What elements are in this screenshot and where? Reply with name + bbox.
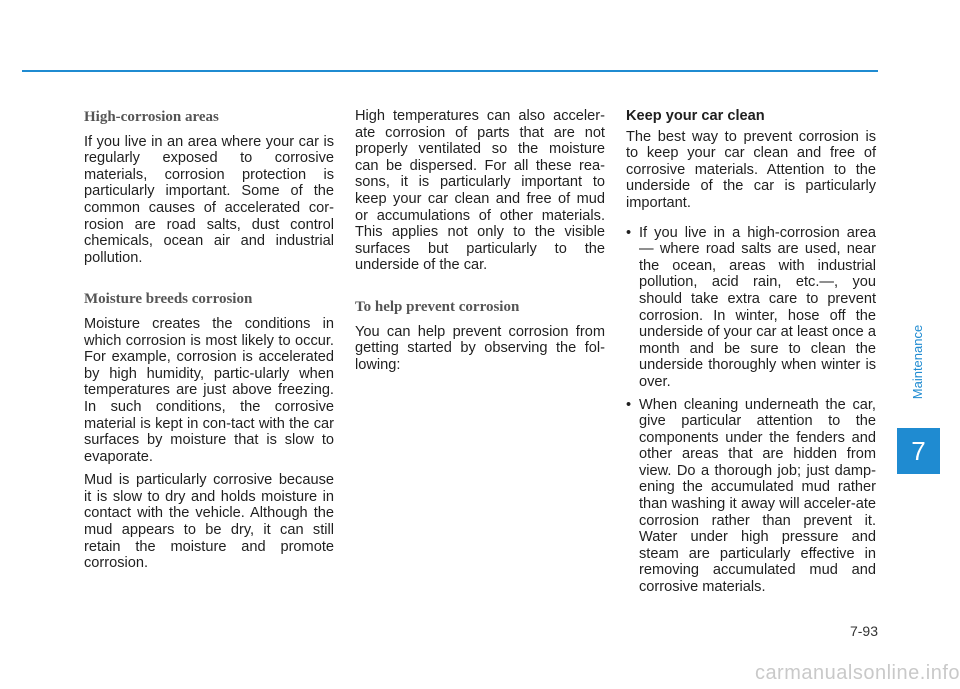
keep-clean-intro: The best way to prevent corrosion is to keep your car clean and free of corrosive materials. Attention to the underside of the car is particularly important. [626,128,876,211]
continued-paragraph: High temperatures can also acceler-ate corrosion of parts that are not properly ventilated so the moisture can be dispersed. For all these rea-sons, it is particularly important to keep your car clean and free of mud or accumulations of other materials. This applies not only to the visible surfaces but particularly to the underside of the car. [355,108,605,274]
high-corrosion-paragraph: If you live in an area where your car is regularly exposed to corrosive materials, corrosion protection is particularly important. Some of the common causes of accelerated cor-rosion are road salts, dust control chemicals, ocean air and industrial pollution. [84,133,334,266]
list-item-text: When cleaning underneath the car, give particular attention to the components under the fenders and other areas that are hidden from view. Do a thorough job; just damp-ening the accumulated mud rather than washing it away will acceler-ate corrosion rather than prevent it. Water under high pressure and steam are particularly effective in removing accumulated mud and corrosive materials. [639,396,876,596]
chapter-tab: 7 [897,428,940,474]
watermark: carmanualsonline.info [754,662,960,684]
left-column [84,108,334,579]
keep-clean-heading: Keep your car clean [626,108,765,124]
keep-clean-list [626,225,876,596]
right-column [626,108,876,602]
bullet-icon: • [626,396,632,413]
list-item-text: If you live in a high-corrosion area — where road salts are used, near the ocean, areas with industrial pollution, acid rain, etc.—, you should take extra care to prevent corrosion. In winter, hose off the underside of your car at least once a month and be sure to clean the underside thoroughly when winter is over. [639,224,876,390]
moisture-paragraph-2: Mud is particularly corrosive because it is slow to dry and holds moisture in contact with the vehicle. Although the mud appears to be dry, it can still retain the moisture and promote corrosion. [84,472,334,572]
header-rule [22,70,878,72]
high-corrosion-heading: High-corrosion areas [84,109,219,125]
section-label: Maintenance [910,324,925,400]
prevent-corrosion-paragraph: You can help prevent corrosion from getting started by observing the fol-lowing: [355,323,605,373]
middle-column [355,108,605,380]
prevent-corrosion-heading: To help prevent corrosion [355,298,520,315]
page-number: 7-93 [849,623,878,639]
moisture-heading: Moisture breeds corrosion [84,291,253,308]
bullet-icon: • [626,224,632,241]
moisture-paragraph-1: Moisture creates the conditions in which corrosion is most likely to occur. For example, corrosion is accelerated by high humidity, partic-ularly when temperatures are just above freezing. In such conditions, the corrosive material is kept in con-tact with the car surfaces by moisture that is slow to evaporate. [84,315,334,465]
list-item [626,225,876,391]
list-item [626,397,876,596]
